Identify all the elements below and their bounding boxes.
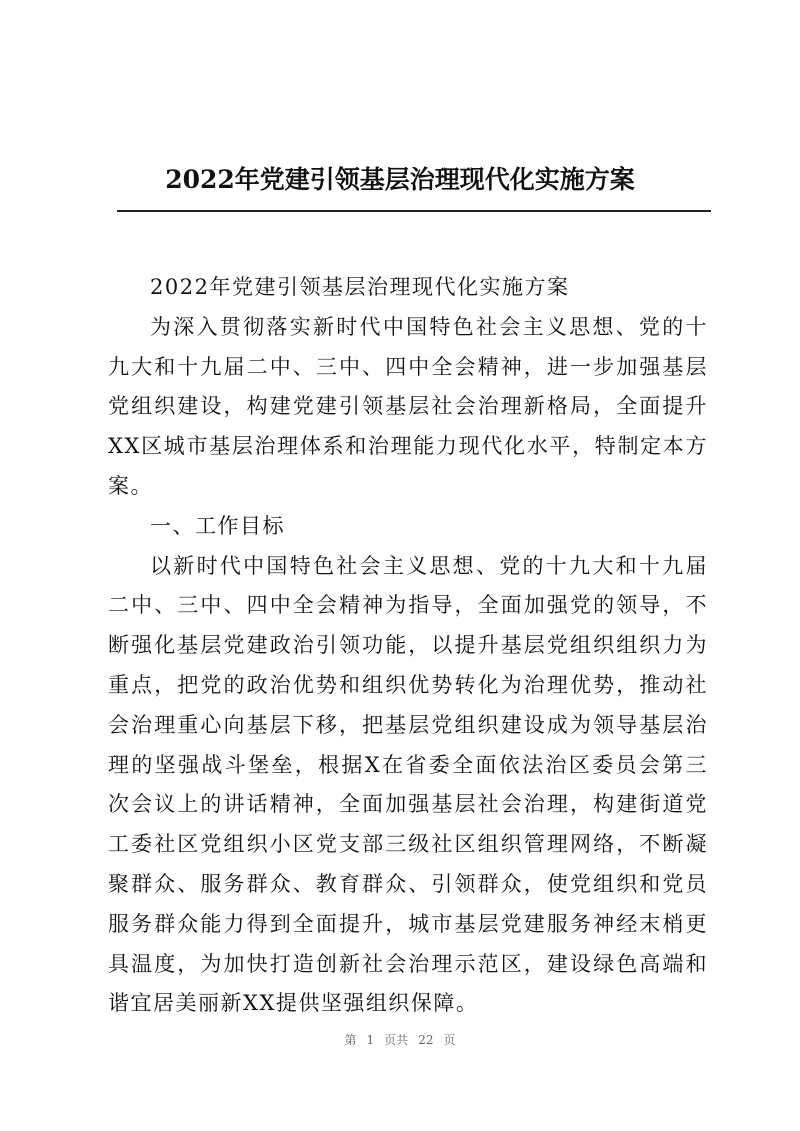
paragraph-intro: 为深入贯彻落实新时代中国特色社会主义思想、党的十九大和十九届二中、三中、四中全会精神，进一步加强基层党组织建设，构建党建引领基层社会治理新格局，全面提升XX区城市基层治理体系和治理能力现代化水平，特制定本方案。	[108, 314, 708, 498]
paragraph-goals: 以新时代中国特色社会主义思想、党的十九大和十九届二中、三中、四中全会精神为指导，全面加强党的领导，不断强化基层党建政治引领功能，以提升基层党组织组织力为重点，把党的政治优势和组织优势转化为治理优势，推动社会治理重心向基层下移，把基层党组织建设成为领导基层治理的坚强战斗堡垒，根据X在省委全面依法治区委员会第三次会议上的讲话精神，全面加强基层社会治理，构建街道党工委社区党组织小区党支部三级社区组织管理网络，不断凝聚群众、服务群众、教育群众、引领群众，使党组织和党员服务群众能力得到全面提升，城市基层党建服务神经末梢更具温度，为加快打造创新社会治理示范区，建设绿色高端和谐宜居美丽新XX提供坚强组织保障。	[108, 553, 708, 1016]
paragraph-heading: 2022年党建引领基层治理现代化实施方案	[150, 275, 570, 299]
document-body	[108, 268, 708, 1024]
title-divider	[117, 210, 711, 212]
footer-middle: 页共	[384, 1033, 409, 1047]
section-heading-goals: 一、工作目标	[150, 513, 285, 538]
footer-prefix: 第	[344, 1033, 357, 1047]
page-footer	[0, 1031, 800, 1048]
footer-total-pages: 22	[418, 1033, 434, 1047]
footer-page-number: 1	[366, 1033, 375, 1047]
footer-suffix: 页	[443, 1033, 456, 1047]
document-title: 2022年党建引领基层治理现代化实施方案	[165, 165, 635, 194]
